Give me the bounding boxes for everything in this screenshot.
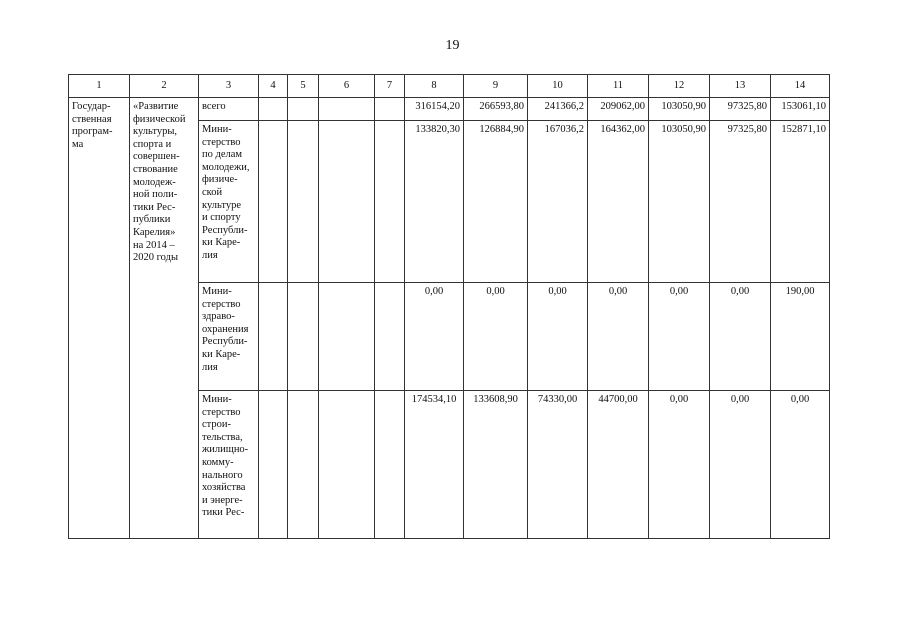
value-cell: 74330,00 xyxy=(528,391,588,539)
value-cell: 167036,2 xyxy=(528,121,588,283)
empty-cell xyxy=(288,121,319,283)
value-cell: 0,00 xyxy=(528,283,588,391)
value-cell: 0,00 xyxy=(771,391,830,539)
empty-cell xyxy=(375,98,405,121)
value-cell: 103050,90 xyxy=(649,98,710,121)
budget-table xyxy=(68,74,830,539)
empty-cell xyxy=(259,391,288,539)
table-row xyxy=(69,98,830,121)
empty-cell xyxy=(375,121,405,283)
empty-cell xyxy=(288,283,319,391)
header-cell: 6 xyxy=(319,75,375,98)
header-cell: 11 xyxy=(588,75,649,98)
empty-cell xyxy=(319,391,375,539)
header-cell: 1 xyxy=(69,75,130,98)
value-cell: 97325,80 xyxy=(710,121,771,283)
status-cell: Государ- ственная програм- ма xyxy=(69,98,130,539)
header-cell: 9 xyxy=(464,75,528,98)
header-cell: 8 xyxy=(405,75,464,98)
value-cell: 126884,90 xyxy=(464,121,528,283)
value-cell: 174534,10 xyxy=(405,391,464,539)
empty-cell xyxy=(375,391,405,539)
value-cell: 164362,00 xyxy=(588,121,649,283)
header-cell: 12 xyxy=(649,75,710,98)
executor-cell: Мини- стерство здраво- охранения Республи- ки Каре- лия xyxy=(199,283,259,391)
value-cell: 0,00 xyxy=(405,283,464,391)
value-cell: 103050,90 xyxy=(649,121,710,283)
empty-cell xyxy=(319,121,375,283)
value-cell: 153061,10 xyxy=(771,98,830,121)
value-cell: 0,00 xyxy=(710,283,771,391)
header-cell: 13 xyxy=(710,75,771,98)
empty-cell xyxy=(319,98,375,121)
header-cell: 2 xyxy=(130,75,199,98)
header-row xyxy=(69,75,830,98)
value-cell: 152871,10 xyxy=(771,121,830,283)
empty-cell xyxy=(319,283,375,391)
page-number: 19 xyxy=(445,38,460,53)
executor-cell: Мини- стерство по делам молодежи, физиче- ской культуре и спорту Республи- ки Каре- лия xyxy=(199,121,259,283)
header-cell: 4 xyxy=(259,75,288,98)
empty-cell xyxy=(288,391,319,539)
header-cell: 14 xyxy=(771,75,830,98)
value-cell: 0,00 xyxy=(588,283,649,391)
empty-cell xyxy=(259,121,288,283)
header-cell: 3 xyxy=(199,75,259,98)
value-cell: 316154,20 xyxy=(405,98,464,121)
program-name-cell: «Развитие физической культуры, спорта и совершен- ствование молодеж- ной поли- тики Рес- публики Карелия» на 2014 – 2020 годы xyxy=(130,98,199,539)
value-cell: 0,00 xyxy=(710,391,771,539)
value-cell: 190,00 xyxy=(771,283,830,391)
value-cell: 266593,80 xyxy=(464,98,528,121)
value-cell: 133820,30 xyxy=(405,121,464,283)
executor-cell: всего xyxy=(199,98,259,121)
value-cell: 0,00 xyxy=(464,283,528,391)
empty-cell xyxy=(259,98,288,121)
value-cell: 0,00 xyxy=(649,283,710,391)
value-cell: 241366,2 xyxy=(528,98,588,121)
value-cell: 44700,00 xyxy=(588,391,649,539)
empty-cell xyxy=(375,283,405,391)
header-cell: 10 xyxy=(528,75,588,98)
value-cell: 133608,90 xyxy=(464,391,528,539)
header-cell: 7 xyxy=(375,75,405,98)
empty-cell xyxy=(259,283,288,391)
value-cell: 97325,80 xyxy=(710,98,771,121)
value-cell: 209062,00 xyxy=(588,98,649,121)
executor-cell: Мини- стерство строи- тельства, жилищно- комму- нального хозяйства и энерге- тики Рес- xyxy=(199,391,259,539)
value-cell: 0,00 xyxy=(649,391,710,539)
header-cell: 5 xyxy=(288,75,319,98)
empty-cell xyxy=(288,98,319,121)
